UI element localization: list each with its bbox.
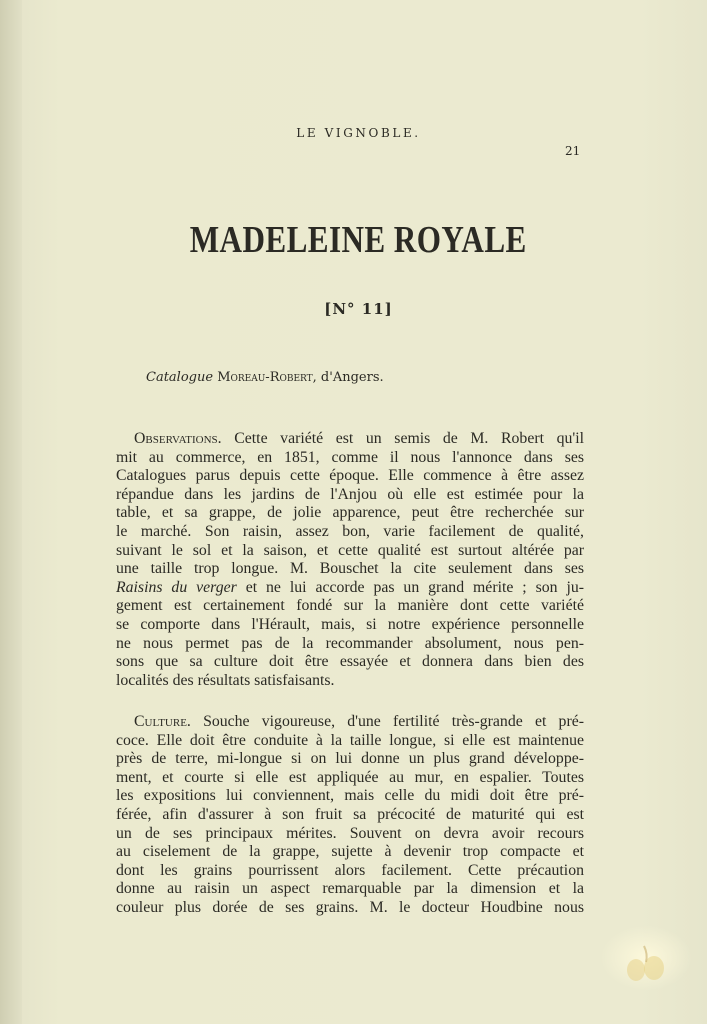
- paragraph-line: suivant le sol et la saison, et cette qualité est surtout altérée par: [116, 541, 584, 559]
- catalogue-place: , d'Angers.: [312, 370, 384, 385]
- paragraph-line: le marché. Son raisin, assez bon, varie facilement de qualité,: [116, 522, 584, 540]
- paragraph-line: ne nous permet pas de la recommander absolument, nous pen-: [116, 634, 584, 652]
- variety-number: [N° 11]: [324, 300, 393, 318]
- paragraph-line: couleur plus dorée de ses grains. M. le docteur Houdbine nous: [116, 898, 584, 916]
- book-title: Raisins du verger: [116, 578, 237, 596]
- paragraph-line: Culture. Souche vigoureuse, d'une fertilité très-grande et pré-: [134, 713, 584, 730]
- paragraph-line: Catalogues parus depuis cette époque. Elle commence à être assez: [116, 467, 584, 485]
- paragraph-line: répandue dans les jardins de l'Anjou où elle est estimée pour la: [116, 485, 584, 503]
- paragraph-line: une taille trop longue. M. Bouschet la cite seulement dans ses: [116, 560, 584, 578]
- page-title: MADELEINE ROYALE: [189, 219, 527, 261]
- paragraph-line: gement est certainement fondé sur la manière dont cette variété: [116, 597, 584, 615]
- catalogue-reference: [146, 370, 384, 385]
- paragraph-line: au ciselement de la grappe, sujette à devenir trop compacte et: [116, 843, 584, 861]
- page-number: 21: [565, 144, 581, 158]
- culture-heading: Culture.: [134, 713, 191, 730]
- paragraph-line: localités des résultats satisfaisants.: [116, 671, 335, 689]
- paragraph-line: dont les grains pourrissent alors facilement. Cette précaution: [116, 861, 584, 879]
- paragraph-line: mit au commerce, en 1851, comme il nous l'annonce dans ses: [116, 448, 584, 466]
- paragraph-line: table, et sa grappe, de jolie apparence, peut être recherchée sur: [116, 504, 584, 522]
- observations-paragraph: [116, 430, 584, 690]
- page-binding-shadow: [0, 0, 22, 1024]
- running-head: LE VIGNOBLE.: [296, 126, 421, 140]
- paragraph-line: près de terre, mi-longue si on lui donne un plus grand développe-: [116, 750, 584, 768]
- paragraph-line: Observations. Cette variété est un semis de M. Robert qu'il: [134, 430, 584, 447]
- culture-paragraph: [116, 713, 584, 918]
- grape-watermark-icon: [622, 940, 670, 986]
- paragraph-line: sons que sa culture doit être essayée et donnera dans bien des: [116, 653, 584, 671]
- paragraph-line: férée, afin d'assurer à son fruit sa précocité de maturité qui est: [116, 805, 584, 823]
- paragraph-line: coce. Elle doit être conduite à la taille longue, si elle est maintenue: [116, 731, 584, 749]
- paragraph-line: un de ses principaux mérites. Souvent on devra avoir recours: [116, 824, 584, 842]
- catalogue-author: Moreau-Robert: [217, 370, 313, 385]
- observations-heading: Observations.: [134, 430, 222, 447]
- paragraph-line: les expositions lui conviennent, mais celle du midi doit être pré-: [116, 787, 584, 805]
- catalogue-label: Catalogue: [146, 370, 214, 385]
- paragraph-line: donne au raisin un aspect remarquable par la dimension et la: [116, 880, 584, 898]
- paragraph-line: se comporte dans l'Hérault, mais, si notre expérience personnelle: [116, 615, 584, 633]
- paragraph-line: Raisins du verger et ne lui accorde pas un grand mérite ; son ju-: [116, 578, 584, 596]
- paragraph-line: ment, et courte si elle est appliquée au mur, en espalier. Toutes: [116, 768, 584, 786]
